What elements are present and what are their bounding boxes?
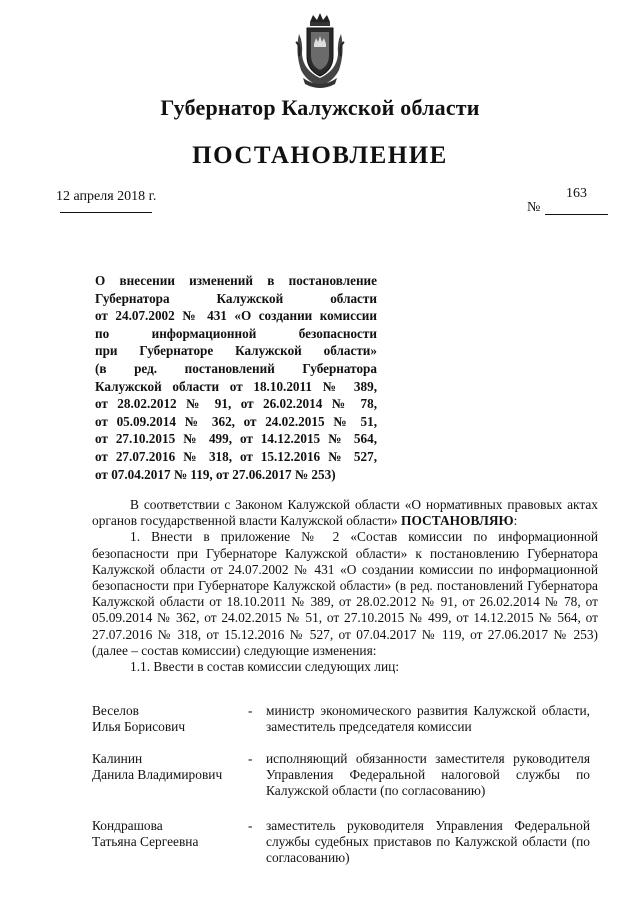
title-line: О внесении изменений в постановление	[95, 273, 377, 288]
member-surname: Калинин	[92, 751, 143, 766]
number-sign: №	[527, 200, 541, 215]
member-position: министр экономического развития Калужской области, заместитель председателя комиссии	[266, 703, 590, 735]
number-underline	[545, 214, 608, 215]
document-title	[95, 272, 377, 483]
title-line: при Губернаторе Калужской области»	[95, 343, 377, 359]
item-1-1-paragraph: 1.1. Ввести в состав комиссии следующих лиц:	[130, 659, 400, 675]
preamble-paragraph	[92, 497, 598, 529]
member-name	[92, 751, 242, 783]
member-dash: -	[248, 703, 253, 718]
member-dash: -	[248, 818, 253, 833]
title-line: (в ред. постановлений Губернатора	[95, 360, 377, 376]
document-body	[92, 497, 598, 675]
member-position: исполняющий обязанности заместителя руководителя Управления Федеральной налоговой службы по Калужской области (по согласованию)	[266, 751, 590, 799]
member-given-names: Татьяна Сергеевна	[92, 834, 199, 850]
title-line: Губернатора Калужской области	[95, 290, 377, 306]
member-name	[92, 818, 242, 850]
decree-colon: :	[513, 513, 518, 529]
member-name	[92, 703, 242, 735]
date-underline	[60, 212, 152, 213]
title-line: от 24.07.2002 № 431 «О создании комиссии	[95, 308, 377, 324]
decree-word: ПОСТАНОВЛЯЮ	[401, 513, 514, 529]
kaluga-coat-of-arms-icon	[293, 12, 347, 90]
title-line: от 05.09.2014 № 362, от 24.02.2015 № 51,	[95, 413, 377, 429]
title-line: от 07.04.2017 № 119, от 27.06.2017 № 253)	[95, 466, 336, 482]
document-type: ПОСТАНОВЛЕНИЕ	[192, 142, 448, 169]
member-position: заместитель руководителя Управления Федеральной службы судебных приставов по Калужской области (по согласованию)	[266, 818, 590, 866]
title-line: по информационной безопасности	[95, 325, 377, 341]
member-surname: Веселов	[92, 703, 139, 718]
title-line: от 27.07.2016 № 318, от 15.12.2016 № 527,	[95, 448, 377, 464]
title-line: Калужской области от 18.10.2011 № 389,	[95, 378, 377, 394]
title-line: от 27.10.2015 № 499, от 14.12.2015 № 564,	[95, 431, 377, 447]
item-1-paragraph: 1. Внести в приложение № 2 «Состав комиссии по информационной безопасности при Губернаторе Калужской области» к постановлению Губернатора Калужской области от 24.07.2002 № 431 «О создании комиссии по информационной безопасности при Губернаторе Калужской области» (в ред. постановлений Губернатора Калужской области от 18.10.2011 № 389, от 28.02.2012 № 91, от 26.02.2014 № 78, от 05.09.2014 № 362, от 24.02.2015 № 51, от 27.10.2015 № 499, от 14.12.2015 № 564, от 27.07.2016 № 318, от 15.12.2016 № 527, от 07.04.2017 № 119, от 27.06.2017 № 253) (далее – состав комиссии) следующие изменения:	[92, 529, 598, 658]
title-line: от 28.02.2012 № 91, от 26.02.2014 № 78,	[95, 396, 377, 412]
member-given-names: Илья Борисович	[92, 719, 186, 735]
issuer-title: Губернатор Калужской области	[160, 95, 480, 120]
member-dash: -	[248, 751, 253, 766]
document-date: 12 апреля 2018 г.	[56, 189, 157, 204]
preamble-text: В соответствии с Законом Калужской области «О нормативных правовых актах органов государственной власти Калужской области»	[92, 497, 598, 529]
document-number: 163	[566, 186, 587, 201]
member-surname: Кондрашова	[92, 818, 163, 833]
member-given-names: Данила Владимирович	[92, 767, 223, 783]
